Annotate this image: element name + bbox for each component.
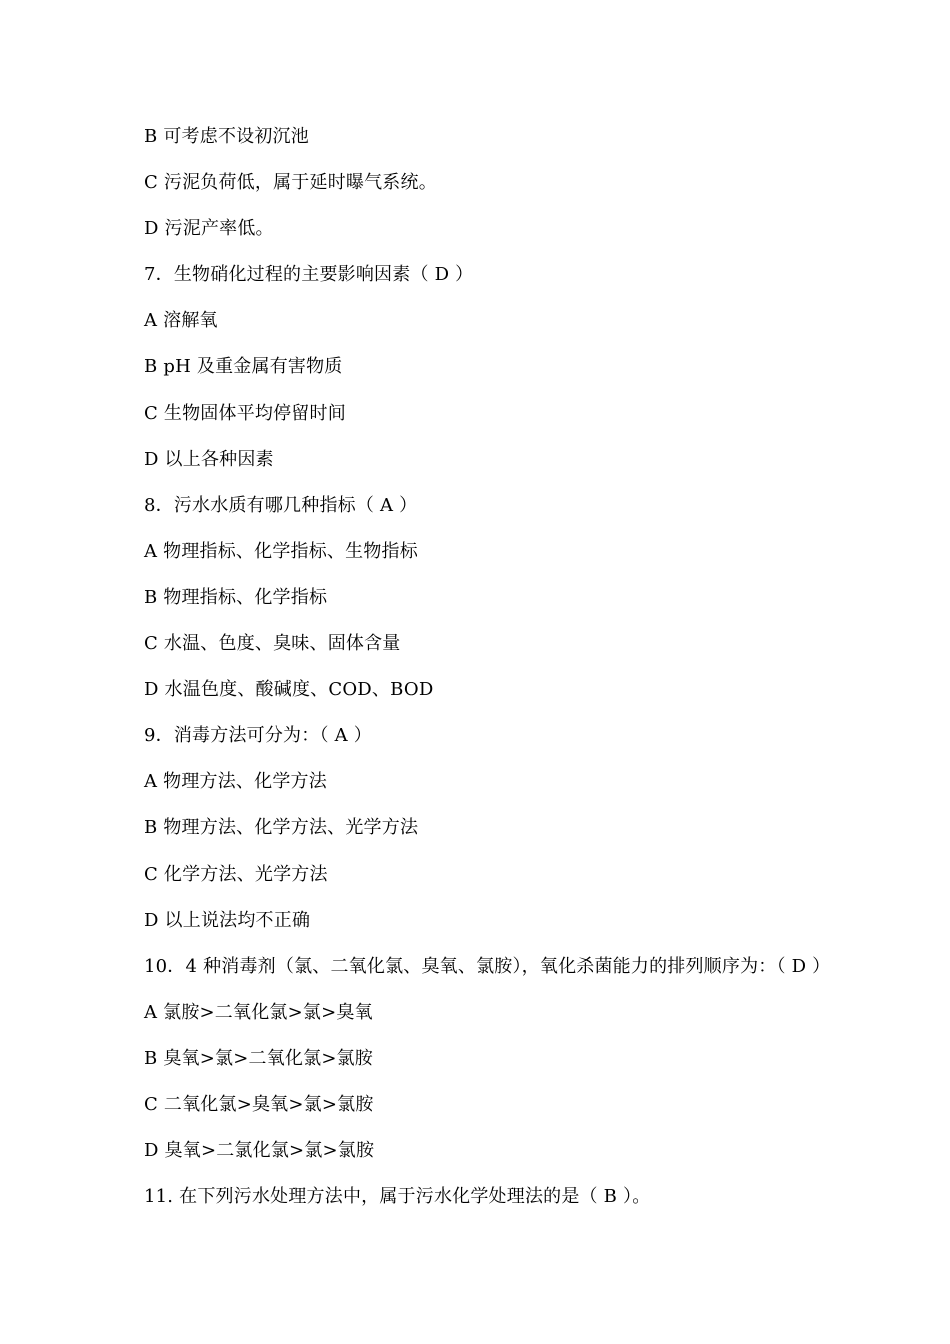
option-line: A 氯胺>二氧化氯>氯>臭氧 [144, 1001, 373, 1023]
question-line: 11. 在下列污水处理方法中，属于污水化学处理法的是（ B ）。 [144, 1186, 651, 1208]
option-line: B 物理方法、化学方法、光学方法 [144, 817, 419, 839]
option-line: D 以上各种因素 [144, 448, 274, 470]
question-line: 10．4 种消毒剂（氯、二氧化氯、臭氧、氯胺），氧化杀菌能力的排列顺序为：（ D ） [144, 955, 831, 977]
option-line: B 物理指标、化学指标 [144, 586, 328, 608]
option-line: D 污泥产率低。 [144, 218, 274, 240]
question-line: 8．污水水质有哪几种指标（ A ） [144, 494, 418, 516]
option-line: D 水温色度、酸碱度、COD、BOD [144, 679, 434, 701]
option-line: D 以上说法均不正确 [144, 909, 311, 931]
option-line: C 二氧化氯>臭氧>氯>氯胺 [144, 1093, 374, 1115]
option-line: D 臭氧>二氯化氯>氯>氯胺 [144, 1140, 375, 1162]
option-line: B pH 及重金属有害物质 [144, 356, 343, 378]
question-line: 7．生物硝化过程的主要影响因素（ D ） [144, 264, 474, 286]
option-line: C 化学方法、光学方法 [144, 863, 328, 885]
option-line: C 污泥负荷低，属于延时曝气系统。 [144, 172, 437, 194]
option-line: A 物理指标、化学指标、生物指标 [144, 540, 418, 562]
option-line: C 水温、色度、臭味、固体含量 [144, 633, 401, 655]
option-line: A 溶解氧 [144, 310, 218, 332]
option-line: B 臭氧>氯>二氧化氯>氯胺 [144, 1047, 373, 1069]
option-line: A 物理方法、化学方法 [144, 771, 327, 793]
option-line: C 生物固体平均停留时间 [144, 402, 346, 424]
document-body [144, 118, 844, 1224]
option-line: B 可考虑不设初沉池 [144, 126, 309, 147]
question-line: 9．消毒方法可分为：（ A ） [144, 725, 372, 747]
